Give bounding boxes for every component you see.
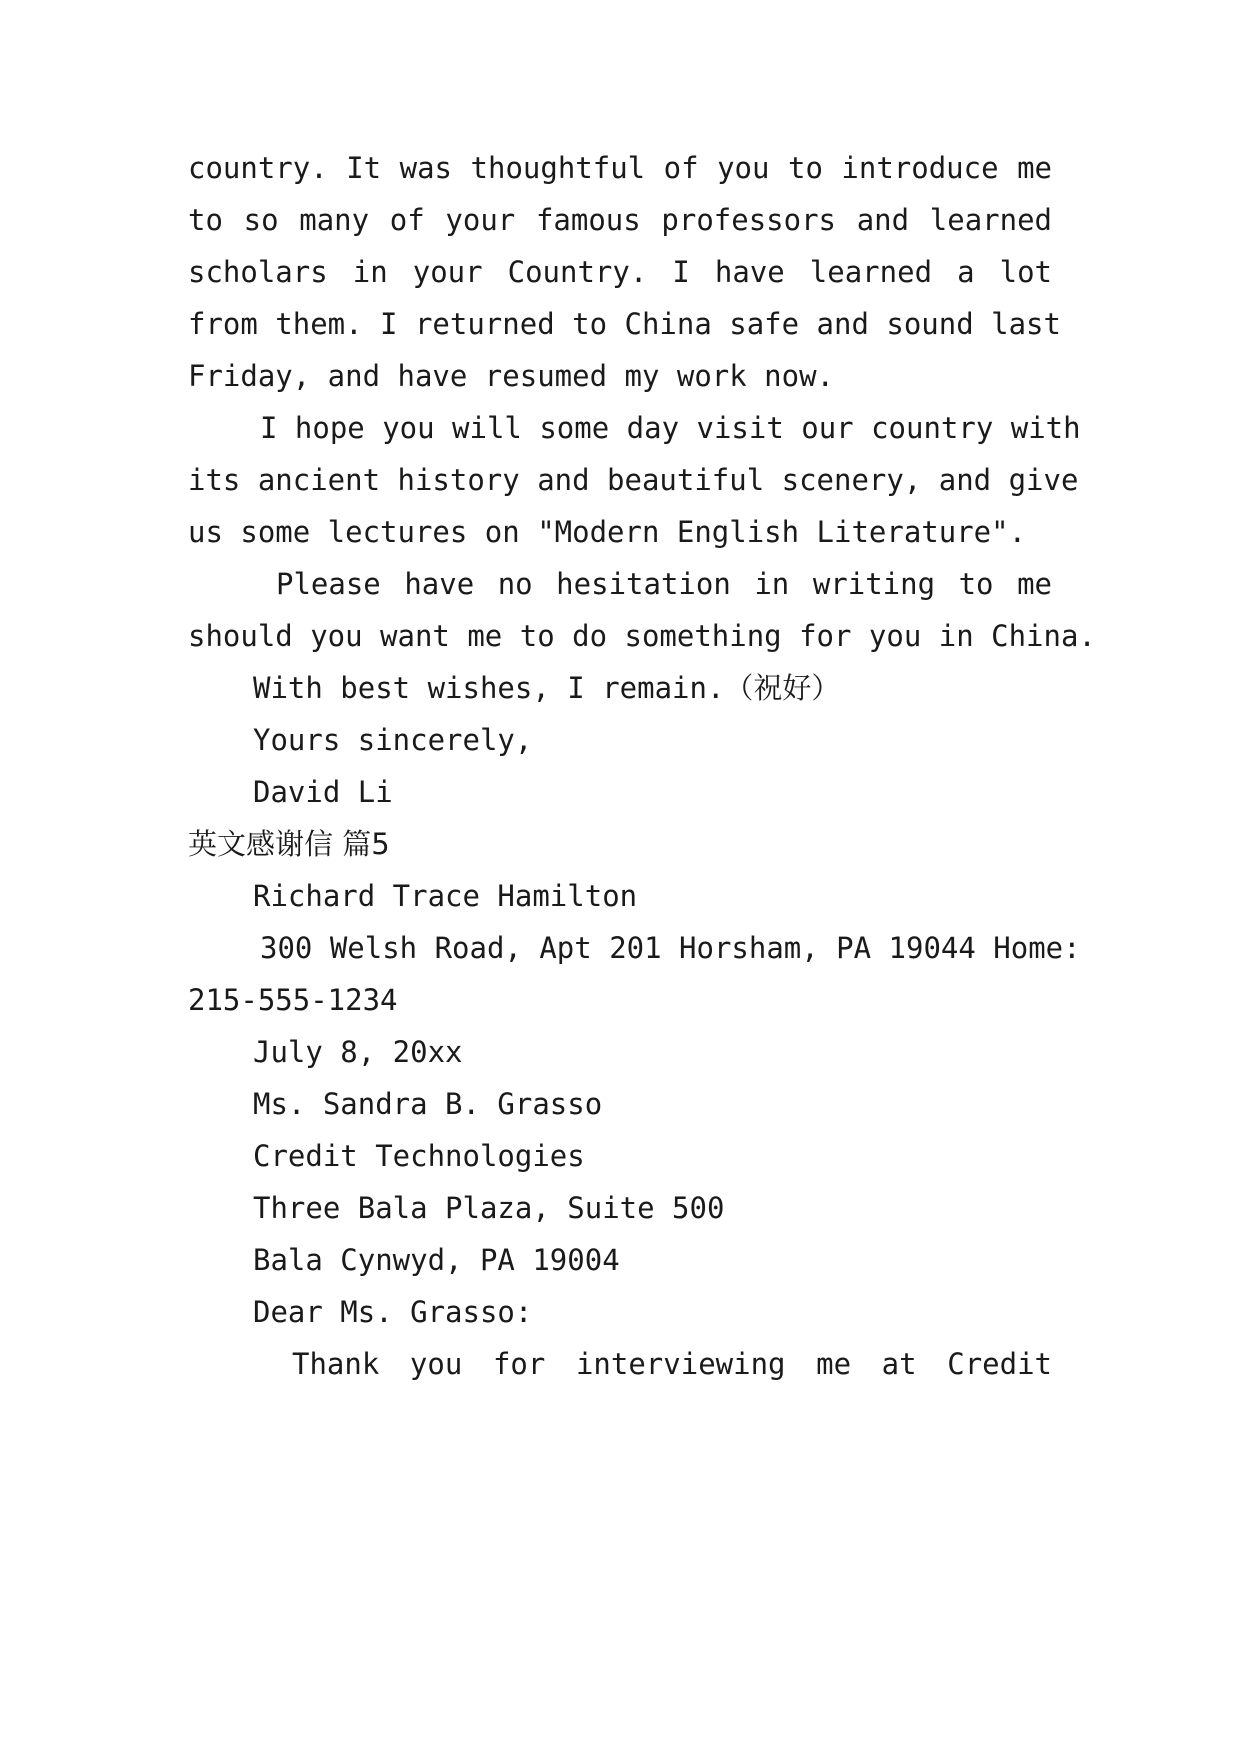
closing-line: With best wishes, I remain.（祝好） [253, 671, 841, 705]
letter-date: July 8, 20xx [253, 1035, 463, 1069]
paragraph-line: should you want me to do something for you in China. [188, 619, 1096, 653]
recipient-city: Bala Cynwyd, PA 19004 [253, 1243, 620, 1277]
paragraph-line: us some lectures on "Modern English Literature". [188, 515, 1027, 549]
paragraph-line: I hope you will some day visit our country with [260, 411, 1081, 445]
recipient-name: Ms. Sandra B. Grasso [253, 1087, 603, 1121]
paragraph-line: to so many of your famous professors and learned [188, 203, 1052, 237]
recipient-company: Credit Technologies [253, 1139, 585, 1173]
signoff-line: Yours sincerely, [253, 723, 533, 757]
paragraph-line: country. It was thoughtful of you to introduce me [188, 151, 1052, 185]
paragraph-line: Friday, and have resumed my work now. [188, 359, 835, 393]
paragraph-line: scholars in your Country. I have learned a lot [188, 255, 1052, 289]
paragraph-line: Thank you for interviewing me at Credit [292, 1347, 1052, 1381]
sender-name: Richard Trace Hamilton [253, 879, 638, 913]
paragraph-line: from them. I returned to China safe and sound last [188, 307, 1061, 341]
signature-line: David Li [253, 775, 393, 809]
section-heading: 英文感谢信 篇5 [188, 827, 390, 861]
sender-address: 300 Welsh Road, Apt 201 Horsham, PA 19044 Home: [260, 931, 1081, 965]
salutation: Dear Ms. Grasso: [253, 1295, 533, 1329]
paragraph-line: Please have no hesitation in writing to me [276, 567, 1052, 601]
sender-phone: 215-555-1234 [188, 983, 398, 1017]
recipient-street: Three Bala Plaza, Suite 500 [253, 1191, 725, 1225]
paragraph-line: its ancient history and beautiful scenery, and give [188, 463, 1079, 497]
